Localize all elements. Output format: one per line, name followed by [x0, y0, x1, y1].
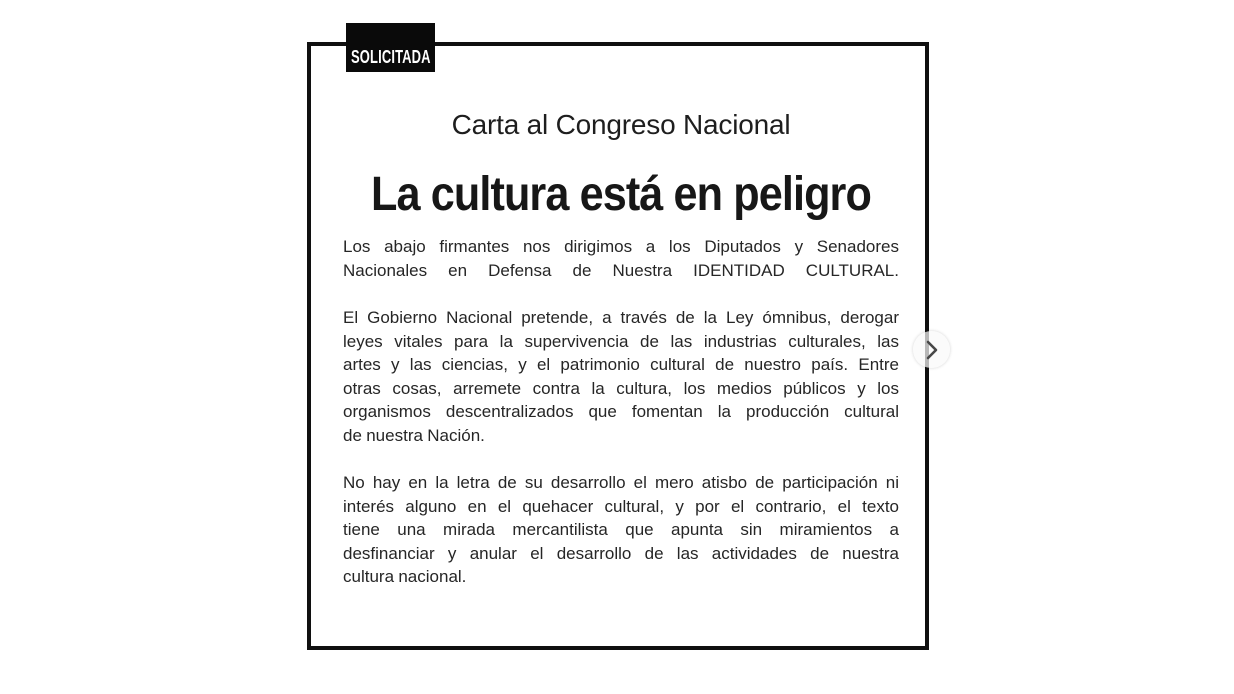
text-line: cultura nacional.	[343, 567, 467, 586]
text-line: interés alguno en el quehacer cultural, y por el contrario, el texto	[343, 496, 899, 516]
solicitada-tag	[346, 23, 435, 72]
text-line: Los abajo firmantes nos dirigimos a los Diputados y Senadores	[343, 237, 899, 256]
text-line: de nuestra Nación.	[343, 425, 485, 445]
letter-frame	[307, 42, 929, 650]
paragraph	[343, 235, 899, 282]
text-line: leyes vitales para la supervivencia de las industrias culturales, las	[343, 331, 899, 351]
text-line: otras cosas, arremete contra la cultura, los medios públicos y los	[343, 378, 899, 398]
chevron-right-icon	[914, 332, 950, 368]
letter-title: La cultura está en peligro	[371, 168, 871, 222]
text-line: organismos descentralizados que fomentan la producción cultural	[343, 402, 899, 421]
text-line: desfinanciar y anular el desarrollo de las actividades de nuestra	[343, 543, 899, 563]
text-line: Nacionales en Defensa de Nuestra IDENTIDAD CULTURAL.	[343, 260, 899, 280]
carousel-next-button[interactable]	[913, 331, 950, 368]
text-line: tiene una mirada mercantilista que apunta sin miramientos a	[343, 520, 899, 539]
letter-subtitle: Carta al Congreso Nacional	[451, 109, 791, 140]
paragraph	[343, 306, 899, 447]
text-line: No hay en la letra de su desarrollo el mero atisbo de participación ni	[343, 473, 899, 492]
text-line: artes y las ciencias, y el patrimonio cultural de nuestro país. Entre	[343, 355, 899, 374]
letter-body	[343, 235, 899, 589]
text-line: El Gobierno Nacional pretende, a través de la Ley ómnibus, derogar	[343, 308, 899, 327]
solicitada-tag-label: SOLICITADA	[351, 47, 431, 67]
paragraph	[343, 471, 899, 589]
